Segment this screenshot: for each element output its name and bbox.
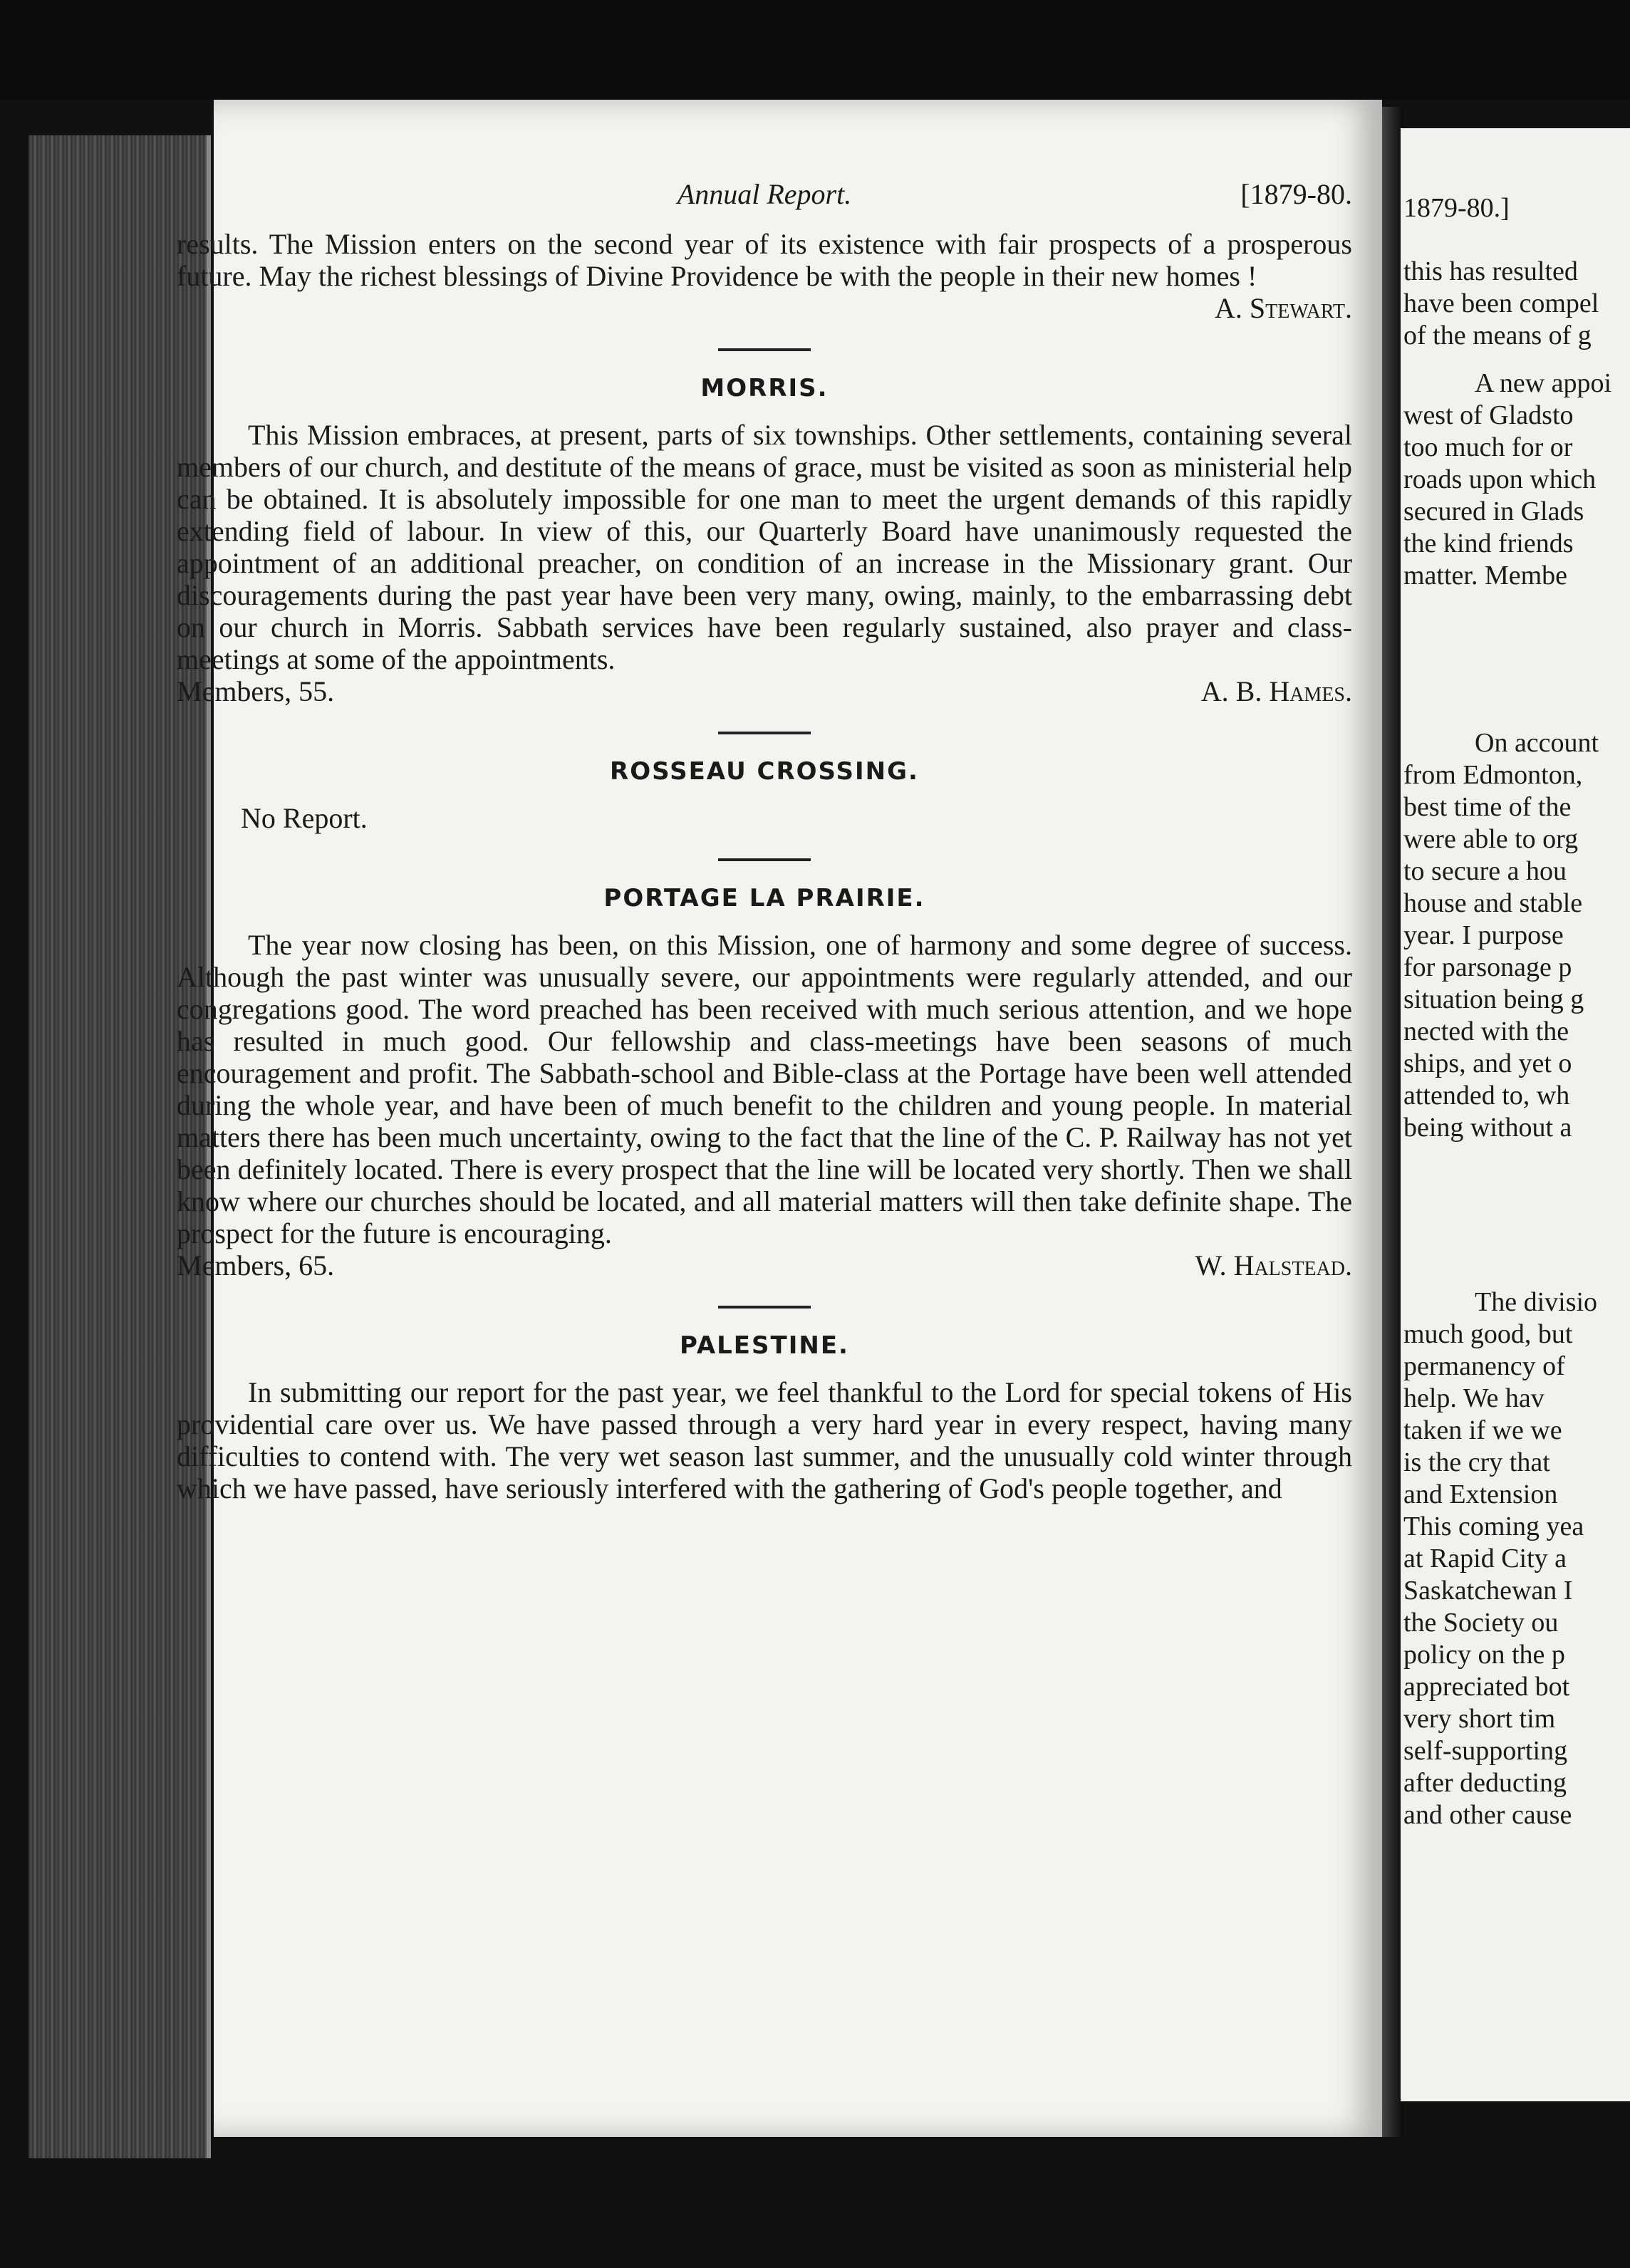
right-line: attended to, wh — [1403, 1081, 1570, 1110]
palestine-paragraph: In submitting our report for the past year, we feel thankful to the Lord for special tokens of His providential care over us. We have passed through a very hard year in every respect, having many difficulties to contend with. The very wet season last summer, and the unusually cold winter through which we have passed, have seriously interfered with the gathering of God's people together, and — [177, 1376, 1352, 1504]
right-line: year. I purpose — [1403, 920, 1564, 950]
right-line: and other cause — [1403, 1800, 1572, 1830]
right-line: at Rapid City a — [1403, 1544, 1567, 1573]
right-line: roads upon which — [1403, 464, 1597, 494]
right-line: best time of the — [1403, 792, 1572, 822]
right-block-4 — [1403, 1286, 1630, 1831]
right-line: to secure a hou — [1403, 856, 1567, 886]
running-head — [177, 178, 1352, 228]
right-line: situation being g — [1403, 984, 1584, 1014]
right-block-1 — [1403, 256, 1630, 352]
right-line: the Society ou — [1403, 1608, 1559, 1638]
morris-heading: MORRIS. — [700, 374, 829, 402]
right-line: self-supporting — [1403, 1736, 1568, 1766]
right-line: A new appoi — [1475, 368, 1612, 398]
right-line: west of Gladsto — [1403, 400, 1574, 430]
right-running-head: 1879-80.] — [1403, 193, 1510, 223]
intro-signature: A. Stewart. — [1215, 292, 1352, 324]
right-line: the kind friends — [1403, 529, 1574, 558]
right-line: This coming yea — [1403, 1512, 1584, 1541]
rosseau-no-report: No Report. — [241, 802, 368, 834]
rosseau-heading: ROSSEAU CROSSING. — [610, 757, 919, 786]
right-line: policy on the p — [1403, 1640, 1565, 1670]
section-divider — [718, 732, 811, 734]
portage-signature-line — [177, 1249, 1352, 1281]
right-line: after deducting — [1403, 1768, 1567, 1798]
right-line: appreciated bot — [1403, 1672, 1570, 1702]
section-divider — [718, 348, 811, 351]
right-line: matter. Membe — [1403, 561, 1568, 591]
left-page-content — [177, 178, 1352, 1504]
right-line: On account — [1475, 728, 1599, 758]
section-divider — [718, 1306, 811, 1309]
right-line: for parsonage p — [1403, 952, 1572, 982]
morris-signature-line — [177, 675, 1352, 707]
right-block-3 — [1403, 727, 1630, 1144]
palestine-heading: PALESTINE. — [680, 1331, 849, 1360]
right-line: ships, and yet o — [1403, 1049, 1572, 1078]
portage-members: Members, 65. — [177, 1249, 335, 1281]
right-line: much good, but — [1403, 1319, 1573, 1349]
right-page-content — [1403, 192, 1630, 1831]
right-line: nected with the — [1403, 1016, 1569, 1046]
morris-signature: A. B. Hames. — [1200, 675, 1352, 707]
right-line: too much for or — [1403, 432, 1573, 462]
right-line: taken if we we — [1403, 1415, 1562, 1445]
portage-heading: PORTAGE LA PRAIRIE. — [603, 884, 925, 912]
right-line: The divisio — [1475, 1287, 1598, 1317]
right-block-2 — [1403, 368, 1630, 592]
right-page — [1401, 128, 1630, 2101]
right-line: house and stable — [1403, 888, 1583, 918]
right-line: Saskatchewan I — [1403, 1576, 1573, 1606]
intro-paragraph: results. The Mission enters on the second year of its existence with fair prospects of a prosperous future. May the richest blessings of Divine Providence be with the people in their new homes ! — [177, 228, 1352, 292]
right-line: is the cry that — [1403, 1447, 1550, 1477]
portage-paragraph: The year now closing has been, on this Mission, one of harmony and some degree of success. Although the past winter was unusually severe, our appointments were regularly attended, and our congregations good. The word preached has been received with much serious attention, and we hope has resulted in much good. Our fellowship and class-meetings have been seasons of much encouragement and profit. The Sabbath-school and Bible-class at the Portage have been well attended during the whole year, and have been of much benefit to the children and young people. In material matters there has been much uncertainty, owing to the fact that the line of the C. P. Railway has not yet been definitely located. There is every prospect that the line will be located very shortly. Then we shall know where our churches should be located, and all material matters will then take definite shape. The prospect for the future is encouraging. — [177, 929, 1352, 1249]
morris-paragraph: This Mission embraces, at present, parts of six townships. Other settlements, containing several members of our church, and destitute of the means of grace, must be visited as soon as ministerial help can be obtained. It is absolutely impossible for one man to meet the urgent demands of this rapidly extending field of labour. In view of this, our Quarterly Board have unanimously requested the appointment of an additional preacher, on condition of an increase in the Missionary grant. Our discouragements during the past year have been very many, owing, mainly, to the embarrassing debt on our church in Morris. Sabbath services have been regularly sustained, also prayer and class-meetings at some of the appointments. — [177, 419, 1352, 675]
right-line: very short tim — [1403, 1704, 1556, 1734]
morris-members: Members, 55. — [177, 675, 335, 707]
right-line: secured in Glads — [1403, 496, 1584, 526]
right-line: of the means of g — [1403, 321, 1592, 350]
portage-signature: W. Halstead. — [1195, 1249, 1352, 1281]
right-line: permanency of — [1403, 1351, 1565, 1381]
right-line: being without a — [1403, 1113, 1572, 1143]
running-head-title: Annual Report. — [677, 178, 852, 210]
running-head-year: [1879-80. — [1240, 178, 1352, 210]
scanner-background — [0, 0, 1630, 100]
right-line: this has resulted — [1403, 256, 1578, 286]
right-line: help. We hav — [1403, 1383, 1545, 1413]
section-divider — [718, 858, 811, 861]
right-line: from Edmonton, — [1403, 760, 1583, 790]
right-line: have been compel — [1403, 288, 1599, 318]
right-line: and Extension — [1403, 1479, 1558, 1509]
right-line: were able to org — [1403, 824, 1579, 854]
